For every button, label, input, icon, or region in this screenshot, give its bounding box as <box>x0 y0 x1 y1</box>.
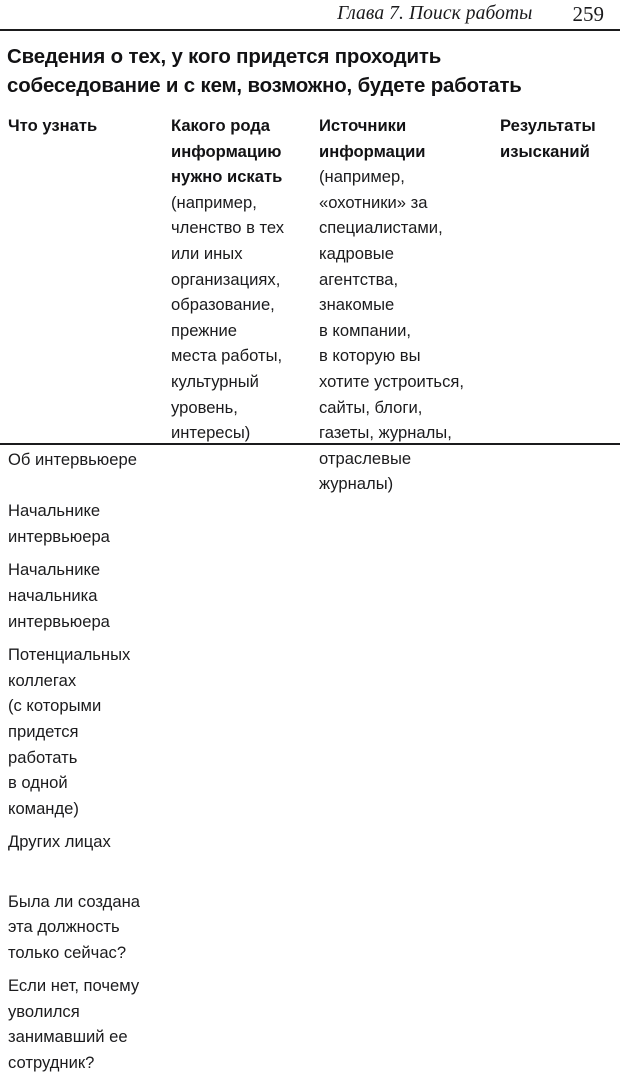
column-body-line: (например, <box>171 192 257 212</box>
block-spacer <box>8 634 208 642</box>
column-body-line: хотите устроиться, <box>319 371 464 391</box>
block-other-persons <box>8 829 208 855</box>
block-line: Начальнике <box>8 501 101 521</box>
block-line: уволился <box>8 1001 80 1021</box>
block-interviewer-boss-boss <box>8 557 208 634</box>
column-heading-line: Что узнать <box>8 116 98 135</box>
block-line: в одной <box>8 773 68 793</box>
column-body-line: (например, <box>319 167 405 187</box>
column-heading-line: Результаты <box>500 116 596 135</box>
column-body-line: журналы) <box>319 474 394 494</box>
block-interviewer-boss <box>8 498 208 549</box>
block-line: эта должность <box>8 917 120 937</box>
block-spacer <box>8 855 208 881</box>
block-spacer <box>8 881 208 889</box>
running-head-chapter-title: Глава 7. Поиск работы <box>337 3 533 24</box>
table-column-research-results <box>500 113 618 164</box>
column-body-line: в которую вы <box>319 346 421 366</box>
block-line: интервьюера <box>8 526 110 546</box>
table-column-information-sources <box>319 113 501 497</box>
column-body-line: образование, <box>171 295 275 315</box>
column-body-line: уровень, <box>171 397 238 417</box>
column-heading-line: Какого рода <box>171 116 271 135</box>
block-line: Была ли создана <box>8 891 140 911</box>
block-line: команде) <box>8 798 79 818</box>
section-heading <box>7 43 567 100</box>
column-body-line: специалистами, <box>319 218 443 238</box>
column-body-line: кадровые <box>319 243 394 263</box>
block-line: интервьюера <box>8 611 110 631</box>
block-spacer <box>8 473 208 499</box>
column-body-line: членство в тех <box>171 218 285 238</box>
column-body-line: организациях, <box>171 269 281 289</box>
block-potential-colleagues <box>8 642 208 821</box>
column-heading-line: информации <box>319 141 426 161</box>
column-heading-line: информацию <box>171 141 282 161</box>
header-rule <box>0 29 620 31</box>
block-line: Если нет, почему <box>8 976 140 996</box>
column-body-line: места работы, <box>171 346 283 366</box>
block-about-interviewer <box>8 447 208 473</box>
column-body-line: отраслевые <box>319 448 412 468</box>
column-body-line: культурный <box>171 371 259 391</box>
block-line: Начальнике <box>8 560 101 580</box>
column-body-line: в компании, <box>319 320 412 340</box>
table-body-rule <box>0 443 620 445</box>
block-line: придется <box>8 721 79 741</box>
block-line: Других лицах <box>8 832 111 852</box>
lower-left-column <box>8 447 208 1076</box>
column-body-line: интересы) <box>171 423 251 443</box>
block-position-newly-created <box>8 889 208 966</box>
column-heading-line: Источники <box>319 116 407 135</box>
block-line: коллегах <box>8 670 77 690</box>
block-line: сотрудник? <box>8 1053 95 1073</box>
column-body-line: или иных <box>171 243 243 263</box>
column-body-line: сайты, блоги, <box>319 397 423 417</box>
page-number: 259 <box>572 1 604 26</box>
block-line: Об интервьюере <box>8 450 137 469</box>
block-line: начальника <box>8 585 98 605</box>
block-spacer <box>8 965 208 973</box>
column-body-line: знакомые <box>319 295 395 315</box>
block-line: Потенциальных <box>8 645 131 665</box>
block-line: (с которыми <box>8 696 102 716</box>
table-column-what-to-find-out <box>8 113 168 139</box>
column-heading-line: изысканий <box>500 141 590 161</box>
section-heading-line-2: собеседование и с кем, возможно, будете работать <box>7 74 522 97</box>
column-body-line: прежние <box>171 320 238 340</box>
column-body-line: «охотники» за <box>319 192 428 212</box>
block-line: работать <box>8 747 78 767</box>
block-why-predecessor-left <box>8 973 208 1075</box>
block-spacer <box>8 821 208 829</box>
column-body-line: агентства, <box>319 269 399 289</box>
section-heading-line-1: Сведения о тех, у кого придется проходить <box>7 46 442 68</box>
block-line: занимавший ее <box>8 1027 128 1047</box>
block-spacer <box>8 549 208 557</box>
column-body-line: газеты, журналы, <box>319 423 452 443</box>
column-heading-line: нужно искать <box>171 167 283 187</box>
table-column-kind-of-information <box>171 113 319 446</box>
running-head <box>0 0 612 28</box>
block-line: только сейчас? <box>8 942 127 962</box>
